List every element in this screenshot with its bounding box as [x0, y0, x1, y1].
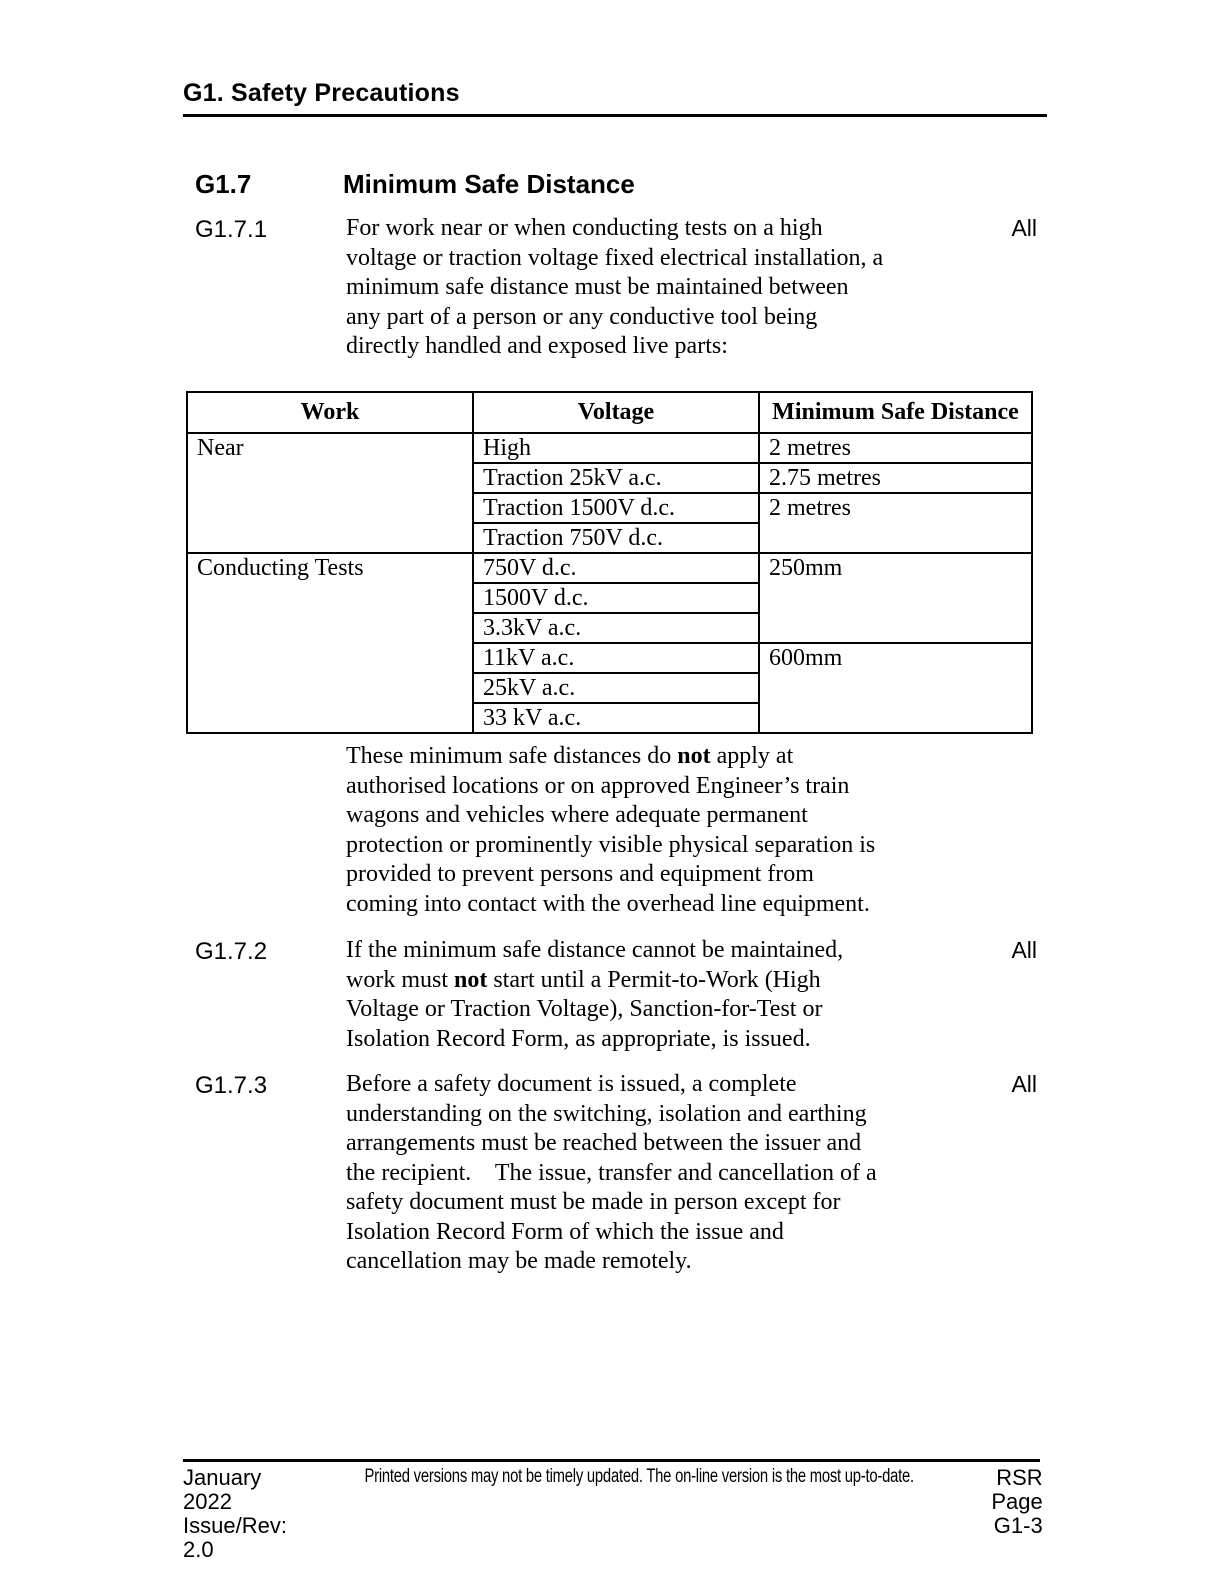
table-cell-voltage: Traction 25kV a.c. [473, 463, 759, 493]
clause-number: G1.7.3 [195, 1072, 268, 1099]
table-cell-voltage: 11kV a.c. [473, 643, 759, 673]
clause-text: These minimum safe distances do not apply at authorised locations or on approved Engineer’s train wagons and vehicles where adequate permanent protection or prominently visible physical separation is provided to prevent persons and equipment from coming into contact with the overhead line equipment. [346, 743, 876, 917]
table-header-cell: Minimum Safe Distance [759, 392, 1032, 433]
table-cell-voltage: 750V d.c. [473, 553, 759, 583]
applicability-tag: All [1011, 215, 1037, 241]
table-cell-voltage: 1500V d.c. [473, 583, 759, 613]
table-cell-work: Near [187, 433, 473, 553]
safe-distance-table [186, 391, 1033, 734]
footer-right [991, 1466, 1042, 1538]
table-header-cell: Work [187, 392, 473, 433]
clause-text: For work near or when conducting tests on a high voltage or traction voltage fixed electrical installation, a minimum safe distance must be maintained between any part of a person or any conductive tool being directly handled and exposed live parts: [346, 215, 884, 359]
table-cell-voltage: Traction 1500V d.c. [473, 493, 759, 523]
table-row [187, 553, 1032, 583]
footer-left [183, 1466, 287, 1562]
clause-number: G1.7.1 [195, 216, 268, 243]
table-cell-voltage: Traction 750V d.c. [473, 523, 759, 553]
table-body [187, 433, 1032, 733]
footer-issue-date: January 2022 [183, 1465, 262, 1514]
clause-g1-7-1 [183, 214, 1040, 362]
table-cell-voltage: 33 kV a.c. [473, 703, 759, 733]
clause-number: G1.7.2 [195, 938, 268, 965]
table-cell-distance: 2 metres [759, 433, 1032, 463]
clause-g1-7-1-continued [183, 742, 1040, 919]
clause-text: If the minimum safe distance cannot be maintained, work must not start until a Permit-to-Work (High Voltage or Traction Voltage), Sanction-for-Test or Isolation Record Form, as appropriate, is issued. [346, 937, 844, 1052]
table-header-cell: Voltage [473, 392, 759, 433]
page-header-title: G1. Safety Precautions [183, 80, 1047, 117]
table-cell-distance: 600mm [759, 643, 1032, 733]
table-cell-distance: 250mm [759, 553, 1032, 643]
page-footer [183, 1459, 1043, 1562]
applicability-tag: All [1011, 937, 1037, 963]
footer-issue-rev: Issue/Rev: 2.0 [183, 1513, 287, 1562]
table-cell-voltage: High [473, 433, 759, 463]
table-cell-distance: 2 metres [759, 493, 1032, 553]
clause-g1-7-2 [183, 936, 1040, 1054]
footer-doc-code: RSR [996, 1465, 1043, 1490]
table-cell-voltage: 3.3kV a.c. [473, 613, 759, 643]
table-cell-voltage: 25kV a.c. [473, 673, 759, 703]
clause-text: Before a safety document is issued, a complete understanding on the switching, isolation and earthing arrangements must be reached between the issuer and the recipient. The issue, transfer and cancellation of a safety document must be made in person except for Isolation Record Form of which the issue and cancellation may be made remotely. [346, 1071, 877, 1274]
section-title: Minimum Safe Distance [343, 169, 635, 199]
footer-page-number: Page G1-3 [991, 1489, 1043, 1538]
clause-g1-7-3 [183, 1070, 1040, 1277]
table-cell-distance: 2.75 metres [759, 463, 1032, 493]
table-row [187, 433, 1032, 463]
table-cell-work: Conducting Tests [187, 553, 473, 733]
footer-print-notice: Printed versions may not be timely updated. The on-line version is the most up-to-date. [364, 1466, 914, 1487]
section-number: G1.7 [195, 169, 252, 199]
table-header-row [187, 392, 1032, 433]
section-heading [183, 170, 1040, 200]
applicability-tag: All [1011, 1071, 1037, 1097]
